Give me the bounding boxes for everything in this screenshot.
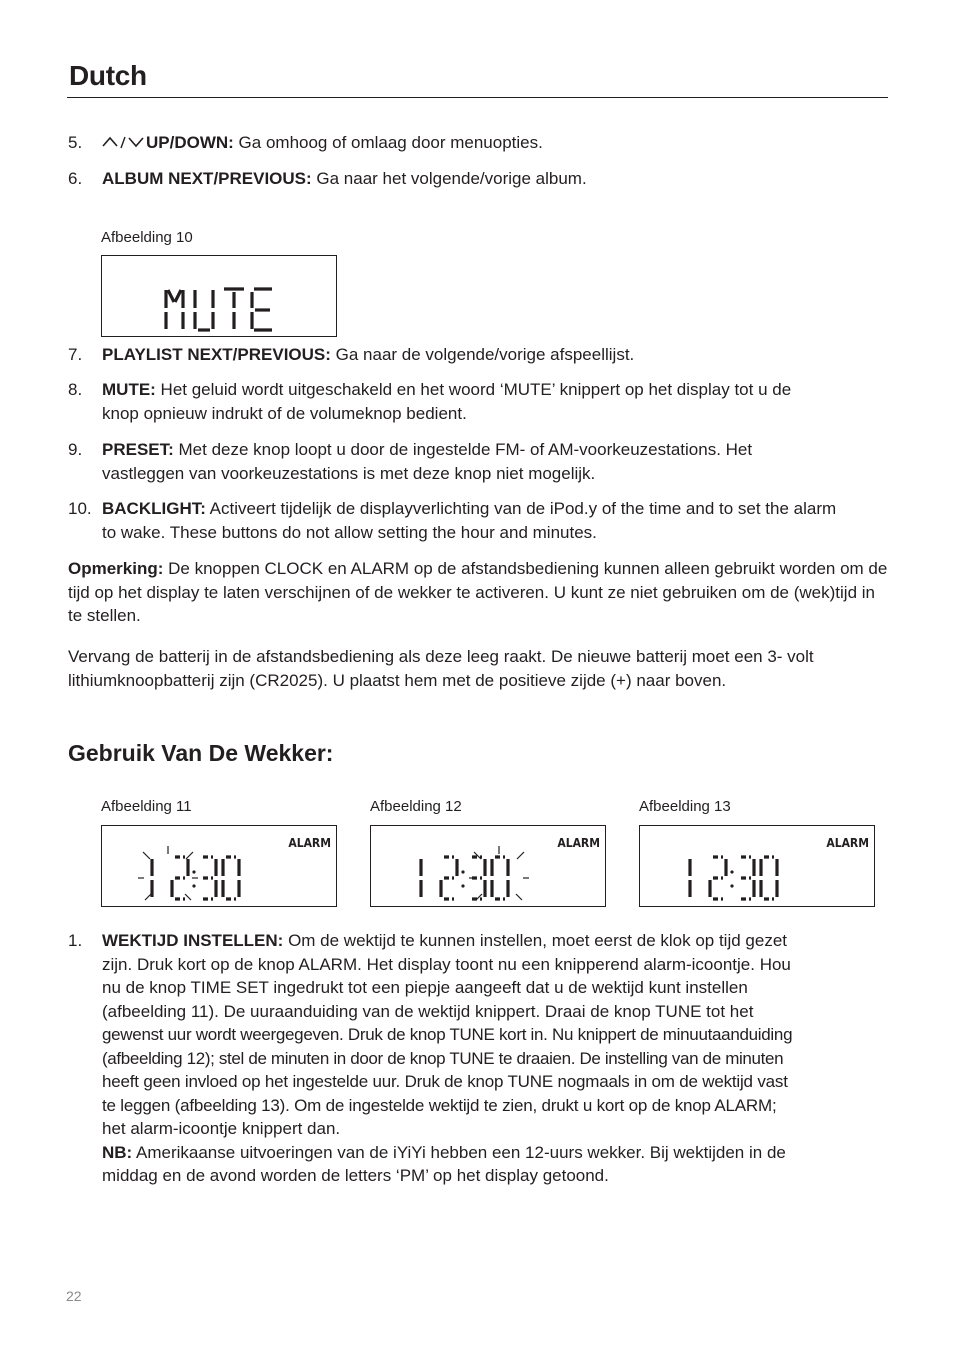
blink-ray xyxy=(145,894,151,900)
step-line: (afbeelding 12); stel de minuten in door de knop TUNE te draaien. De instelling van de minuten xyxy=(102,1048,784,1068)
lcd-display-figure-13 xyxy=(639,825,875,907)
figure-caption: Afbeelding 11 xyxy=(101,798,192,815)
lcd-display-mute xyxy=(101,255,337,337)
item-text: Ga naar het volgende/vorige album. xyxy=(311,169,587,188)
item-number: 10. xyxy=(68,499,92,518)
battery-paragraph: Vervang de batterij in de afstandsbediening als deze leeg raakt. De nieuwe batterij moet een 3- volt lithiumknoopbatterij zijn (CR2025). U plaatst hem met de positieve zijde (+) naar boven. xyxy=(68,647,814,690)
item-label: PRESET: xyxy=(102,440,174,459)
item-label: UP/DOWN: xyxy=(146,133,234,152)
item-label: PLAYLIST NEXT/PREVIOUS: xyxy=(102,345,331,364)
section-heading: Gebruik Van De Wekker: xyxy=(68,740,334,766)
blink-ray xyxy=(516,894,522,900)
note-label: Opmerking: xyxy=(68,559,164,578)
item-number: 7. xyxy=(68,345,83,364)
colon-dot xyxy=(192,884,195,887)
nb-label: NB: xyxy=(102,1142,133,1162)
figure-caption: Afbeelding 10 xyxy=(101,229,193,246)
item-number: 6. xyxy=(68,169,83,188)
page-title: Dutch xyxy=(69,60,147,91)
lcd-display-figure-11 xyxy=(101,825,337,907)
item-text: Met deze knop loopt u door de ingestelde FM- of AM-voorkeuzestations. Het vastleggen van voorkeuzestations is met deze knop niet mogelijk. xyxy=(102,440,753,483)
nb-line: Amerikaanse uitvoeringen van de iYiYi hebben een 12-uurs wekker. Bij wektijden in de xyxy=(132,1142,786,1162)
colon-dot xyxy=(461,884,464,887)
note-paragraph xyxy=(68,557,888,628)
lcd-mute-segments xyxy=(102,256,336,336)
step-line: (afbeelding 11). De uuraanduiding van de wektijd knippert. Draai de knop TUNE tot het xyxy=(102,1001,754,1021)
title-rule xyxy=(67,97,888,98)
figure-caption: Afbeelding 12 xyxy=(370,798,462,815)
item-text: Ga omhoog of omlaag door menuopties. xyxy=(233,133,543,152)
item-label: BACKLIGHT: xyxy=(102,499,206,518)
colon-dot xyxy=(192,870,195,873)
step-label: WEKTIJD INSTELLEN: xyxy=(102,931,284,950)
step-line: nu de knop TIME SET ingedrukt tot een piepje aangeeft dat u de wektijd kunt instellen xyxy=(102,978,748,997)
blink-ray xyxy=(143,852,150,859)
figure-caption: Afbeelding 13 xyxy=(639,798,731,815)
colon-dot xyxy=(730,884,733,887)
step-line: zijn. Druk kort op de knop ALARM. Het display toont nu een knipperend alarm-icoontje. Hou xyxy=(102,954,791,974)
alarm-badge: ALARM xyxy=(288,836,331,850)
item-text: Activeert tijdelijk de displayverlichting van de iPod.y of the time and to set the alarm to wake. These buttons do not allow setting the hour and minutes. xyxy=(102,499,837,542)
lcd-display-figure-12 xyxy=(370,825,606,907)
lcd-segments xyxy=(371,826,605,906)
up-down-arrows-icon xyxy=(102,134,146,150)
item-label: MUTE: xyxy=(102,380,156,399)
step-line: gewenst uur wordt weergegeven. Druk de knop TUNE kort in. Nu knippert de minuutaanduiding xyxy=(102,1025,793,1044)
blink-ray xyxy=(186,852,193,859)
nb-line: middag en de avond worden de letters ‘PM’ op het display getoond. xyxy=(102,1166,609,1185)
colon-dot xyxy=(730,870,733,873)
lcd-segments xyxy=(640,826,874,906)
item-label: ALBUM NEXT/PREVIOUS: xyxy=(102,169,312,188)
page-number: 22 xyxy=(66,1288,82,1304)
blink-ray xyxy=(185,894,191,900)
step-line: te leggen (afbeelding 13). Om de ingestelde wektijd te zien, drukt u kort op de knop ALARM; xyxy=(102,1095,777,1115)
colon-dot xyxy=(461,870,464,873)
item-number: 8. xyxy=(68,380,83,399)
step-line: Om de wektijd te kunnen instellen, moet eerst de klok op tijd gezet xyxy=(283,931,788,950)
blink-ray xyxy=(517,852,524,859)
lcd-segments xyxy=(102,826,336,906)
alarm-badge: ALARM xyxy=(557,836,600,850)
alarm-badge: ALARM xyxy=(826,836,869,850)
item-number: 5. xyxy=(68,133,83,152)
item-number: 1. xyxy=(68,931,83,950)
item-text: Het geluid wordt uitgeschakeld en het woord ‘MUTE’ knippert op het display tot u de knop opnieuw indrukt of de volumeknop bedient. xyxy=(102,380,792,423)
item-number: 9. xyxy=(68,440,83,459)
step-line: het alarm-icoontje knippert dan. xyxy=(102,1119,341,1138)
item-text: Ga naar de volgende/vorige afspeellijst. xyxy=(330,345,635,364)
note-text: De knoppen CLOCK en ALARM op de afstandsbediening kunnen alleen gebruikt worden om de tijd op het display te laten verschijnen of de wekker te activeren. U kunt ze niet gebruiken om de (wek)tijd in te stellen. xyxy=(68,559,888,625)
step-line: heeft geen invloed op het ingestelde uur. Druk de knop TUNE nogmaals in om de wektijd vast xyxy=(102,1072,788,1091)
